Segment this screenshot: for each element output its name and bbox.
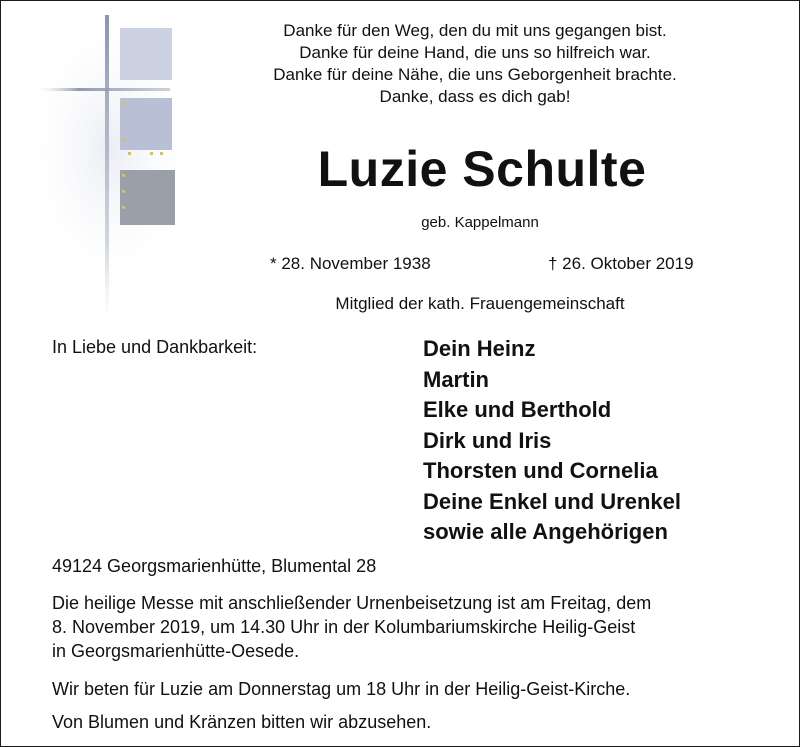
death-date: † 26. Oktober 2019 xyxy=(548,254,694,273)
mourner-name: Deine Enkel und Urenkel xyxy=(423,488,681,514)
poem-line: Danke für den Weg, den du mit uns gegangen bist. xyxy=(283,21,667,40)
cross-icon xyxy=(0,0,230,330)
prayer-notice: Wir beten für Luzie am Donnerstag um 18 Uhr in der Heilig-Geist-Kirche. xyxy=(52,679,631,699)
poem-line: Danke, dass es dich gab! xyxy=(379,87,571,106)
ceremony-line: Die heilige Messe mit anschließender Urnenbeisetzung ist am Freitag, dem xyxy=(52,593,652,613)
mourner-name: sowie alle Angehörigen xyxy=(423,519,668,544)
mourner-name: Dirk und Iris xyxy=(423,427,552,453)
ceremony-line: in Georgsmarienhütte-Oesede. xyxy=(52,641,300,661)
poem-line: Danke für deine Hand, die uns so hilfreich war. xyxy=(299,43,651,62)
mourners-intro: In Liebe und Dankbarkeit: xyxy=(52,337,258,357)
birth-date: * 28. November 1938 xyxy=(270,254,431,273)
mourner-name: Thorsten und Cornelia xyxy=(423,458,658,483)
born-name: geb. Kappelmann xyxy=(421,214,539,231)
mourner-name: Dein Heinz xyxy=(423,336,536,361)
deceased-name: Luzie Schulte xyxy=(317,141,647,197)
poem xyxy=(230,20,720,108)
mourner-name: Elke und Berthold xyxy=(423,397,612,422)
mourner-name: Martin xyxy=(423,366,489,392)
ceremony-notice xyxy=(52,591,752,663)
mourners-list xyxy=(423,334,681,548)
flowers-notice: Von Blumen und Kränzen bitten wir abzusehen. xyxy=(52,712,432,732)
ceremony-line: 8. November 2019, um 14.30 Uhr in der Kolumbariumskirche Heilig-Geist xyxy=(52,617,636,637)
membership: Mitglied der kath. Frauengemeinschaft xyxy=(335,294,625,313)
address: 49124 Georgsmarienhütte, Blumental 28 xyxy=(52,556,377,576)
poem-line: Danke für deine Nähe, die uns Geborgenheit brachte. xyxy=(273,65,677,84)
